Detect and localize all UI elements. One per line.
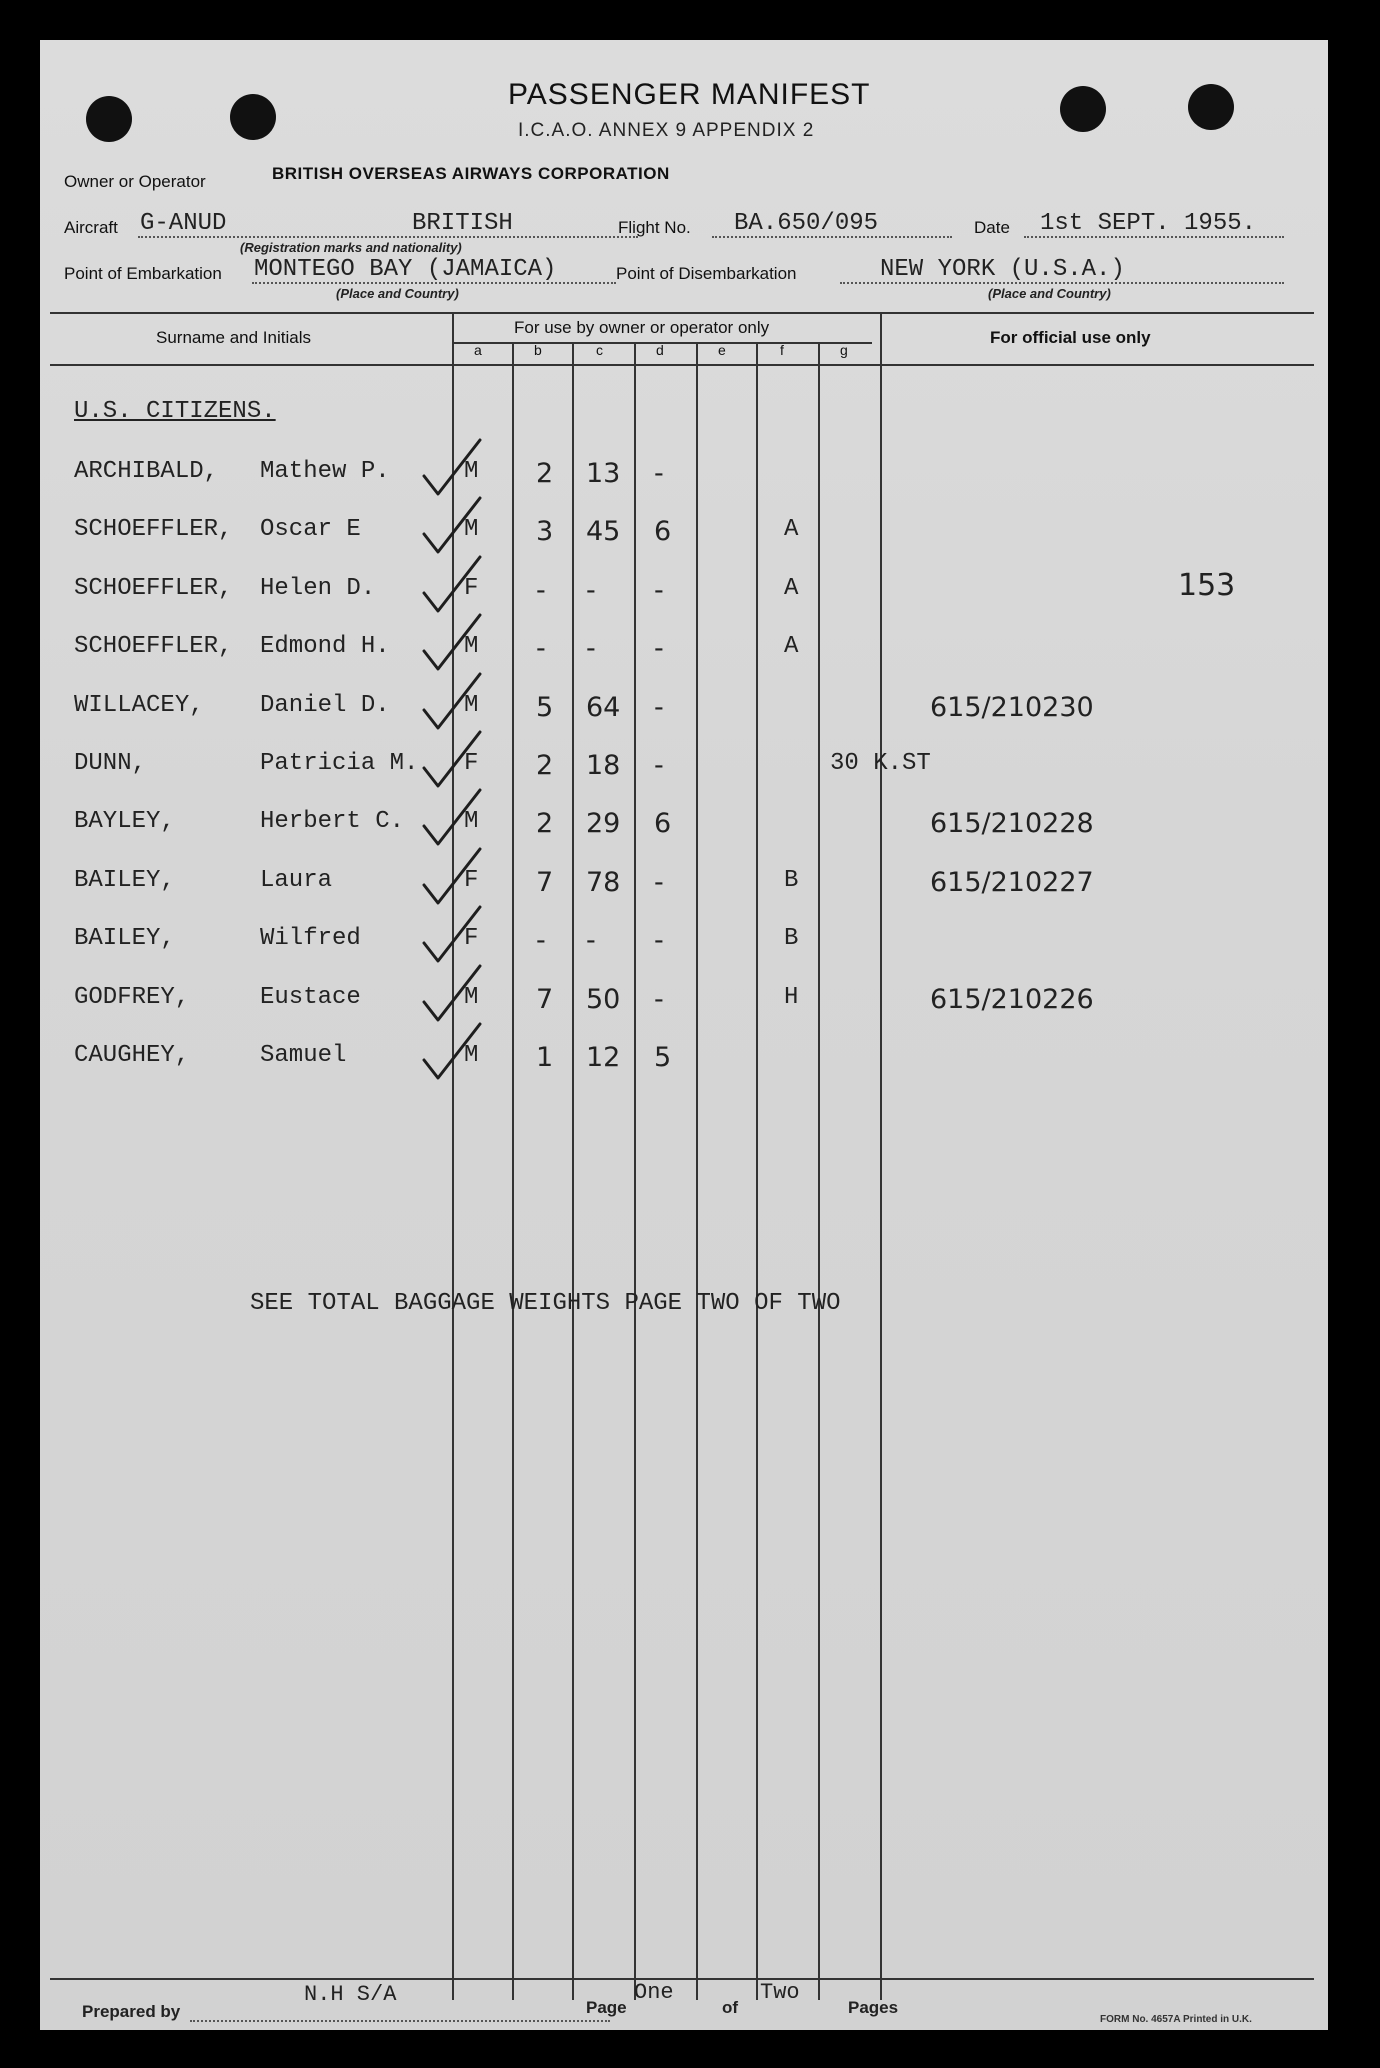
col-a-sex: M — [464, 984, 479, 1011]
disembark-value: NEW YORK (U.S.A.) — [880, 256, 1125, 283]
checkmark-icon — [418, 903, 488, 967]
checkmark-icon — [418, 670, 488, 734]
owner-label: Owner or Operator — [64, 172, 206, 191]
footer-rule — [50, 1978, 1314, 1980]
col-c-weight: 50 — [586, 984, 621, 1015]
col-d-value: 6 — [654, 516, 672, 547]
checkmark-icon — [418, 728, 488, 792]
passenger-given-name: Edmond H. — [260, 633, 390, 660]
prepared-label: Prepared by — [82, 2002, 181, 2021]
disembark-note: (Place and Country) — [988, 286, 1111, 301]
passenger-given-name: Mathew P. — [260, 458, 390, 485]
official-use-number: 615/210228 — [930, 808, 1094, 839]
col-d-value: - — [654, 867, 664, 898]
col-d-value: 6 — [654, 808, 672, 839]
col-c-weight: 18 — [586, 750, 621, 781]
official-use-number: 615/210226 — [930, 984, 1094, 1015]
passenger-surname: SCHOEFFLER, — [74, 516, 233, 543]
passenger-given-name: Laura — [260, 867, 333, 894]
col-d-value: - — [654, 633, 664, 664]
punch-hole-icon — [1060, 86, 1106, 132]
checkmark-icon — [418, 786, 488, 850]
aircraft-label: Aircraft — [64, 218, 118, 237]
passenger-given-name: Oscar E — [260, 516, 361, 543]
page-number-mark: 153 — [1178, 568, 1236, 603]
page-subtitle: I.C.A.O. ANNEX 9 APPENDIX 2 — [518, 120, 815, 141]
checkmark-icon — [418, 494, 488, 558]
official-use-number: 615/210227 — [930, 867, 1094, 898]
col-a-sex: M — [464, 516, 479, 543]
col-g-header: g — [840, 342, 848, 358]
col-c-weight: 45 — [586, 516, 621, 547]
date-value: 1st SEPT. 1955. — [1040, 210, 1257, 237]
col-b-pieces: - — [536, 575, 546, 606]
col-d-value: - — [654, 925, 664, 956]
table-row — [40, 750, 1328, 800]
col-a-sex: M — [464, 458, 479, 485]
form-number: FORM No. 4657A Printed in U.K. — [1100, 2014, 1252, 2025]
page-value: One — [634, 1980, 674, 2005]
col-b-pieces: 3 — [536, 516, 554, 547]
col-a-sex: M — [464, 633, 479, 660]
table-row — [40, 925, 1328, 975]
passenger-surname: SCHOEFFLER, — [74, 575, 233, 602]
col-d-value: - — [654, 984, 664, 1015]
table-row — [40, 867, 1328, 917]
table-row — [40, 575, 1328, 625]
pages-label: Pages — [848, 1998, 899, 2017]
col-f-code: A — [784, 516, 799, 543]
section-heading: U.S. CITIZENS. — [74, 398, 276, 425]
col-f-code: A — [784, 633, 799, 660]
passenger-surname: DUNN, — [74, 750, 147, 777]
date-label: Date — [974, 218, 1010, 237]
passenger-given-name: Patricia M. — [260, 750, 419, 777]
passenger-given-name: Daniel D. — [260, 692, 390, 719]
col-b-pieces: 5 — [536, 692, 554, 723]
table-top-rule — [50, 312, 1314, 314]
passenger-given-name: Samuel — [260, 1042, 347, 1069]
embark-note: (Place and Country) — [336, 286, 459, 301]
page-title: PASSENGER MANIFEST — [508, 78, 871, 111]
table-row — [40, 516, 1328, 566]
col-a-sex: F — [464, 867, 479, 894]
col-c-weight: - — [586, 925, 596, 956]
checkmark-icon — [418, 1020, 488, 1084]
col-a-sex: M — [464, 808, 479, 835]
col-c-weight: 78 — [586, 867, 621, 898]
col-b-pieces: 1 — [536, 1042, 554, 1073]
embark-label: Point of Embarkation — [64, 264, 222, 283]
prepared-value: N.H S/A — [304, 1982, 397, 2007]
manifest-page — [40, 40, 1328, 2030]
passenger-surname: CAUGHEY, — [74, 1042, 190, 1069]
col-f-code: A — [784, 575, 799, 602]
checkmark-icon — [418, 962, 488, 1026]
col-c-weight: - — [586, 633, 596, 664]
table-row — [40, 458, 1328, 508]
checkmark-icon — [418, 553, 488, 617]
header-owner-use: For use by owner or operator only — [514, 318, 770, 337]
passenger-surname: WILLACEY, — [74, 692, 204, 719]
col-d-value: - — [654, 575, 664, 606]
col-a-sex: F — [464, 750, 479, 777]
col-c-weight: 64 — [586, 692, 621, 723]
col-b-pieces: 2 — [536, 808, 554, 839]
col-b-pieces: 7 — [536, 984, 554, 1015]
table-row — [40, 1042, 1328, 1092]
nationality-value: BRITISH — [412, 210, 513, 237]
col-b-header: b — [534, 342, 542, 358]
flight-label: Flight No. — [618, 218, 691, 237]
col-b-pieces: - — [536, 633, 546, 664]
col-a-sex: F — [464, 925, 479, 952]
col-a-sex: M — [464, 692, 479, 719]
punch-hole-icon — [230, 94, 276, 140]
col-b-pieces: 2 — [536, 750, 554, 781]
col-d-value: - — [654, 750, 664, 781]
col-c-weight: 13 — [586, 458, 621, 489]
passenger-surname: ARCHIBALD, — [74, 458, 219, 485]
col-a-header: a — [474, 342, 482, 358]
col-d-value: - — [654, 458, 664, 489]
page-label: Page — [586, 1998, 627, 2017]
checkmark-icon — [418, 845, 488, 909]
col-f-code: B — [784, 925, 799, 952]
passenger-given-name: Herbert C. — [260, 808, 405, 835]
table-row — [40, 692, 1328, 742]
passenger-surname: BAILEY, — [74, 925, 175, 952]
official-use-number: 615/210230 — [930, 692, 1094, 723]
checkmark-icon — [418, 436, 488, 500]
checkmark-icon — [418, 611, 488, 675]
punch-hole-icon — [86, 96, 132, 142]
table-header-rule — [50, 364, 1314, 366]
col-f-code: H — [784, 984, 799, 1011]
header-surname: Surname and Initials — [156, 328, 311, 347]
col-d-value: 5 — [654, 1042, 672, 1073]
table-row — [40, 808, 1328, 858]
col-e-header: e — [718, 342, 726, 358]
col-c-weight: 29 — [586, 808, 621, 839]
col-c-weight: 12 — [586, 1042, 621, 1073]
table-row — [40, 984, 1328, 1034]
col-b-pieces: 2 — [536, 458, 554, 489]
col-c-weight: - — [586, 575, 596, 606]
baggage-note: SEE TOTAL BAGGAGE WEIGHTS PAGE TWO OF TWO — [250, 1290, 841, 1317]
col-c-header: c — [596, 342, 603, 358]
punch-hole-icon — [1188, 84, 1234, 130]
aircraft-value: G-ANUD — [140, 210, 227, 237]
passenger-surname: BAYLEY, — [74, 808, 175, 835]
passenger-surname: BAILEY, — [74, 867, 175, 894]
col-b-pieces: - — [536, 925, 546, 956]
header-official-use: For official use only — [990, 328, 1151, 347]
passenger-given-name: Wilfred — [260, 925, 361, 952]
of-label: of — [722, 1998, 739, 2017]
passenger-surname: SCHOEFFLER, — [74, 633, 233, 660]
embark-value: MONTEGO BAY (JAMAICA) — [254, 256, 557, 283]
passenger-given-name: Helen D. — [260, 575, 376, 602]
disembark-label: Point of Disembarkation — [616, 264, 797, 283]
passenger-given-name: Eustace — [260, 984, 361, 1011]
table-row — [40, 633, 1328, 683]
col-d-value: - — [654, 692, 664, 723]
col-b-pieces: 7 — [536, 867, 554, 898]
col-a-sex: F — [464, 575, 479, 602]
col-f-code: B — [784, 867, 799, 894]
flight-value: BA.650/095 — [734, 210, 879, 237]
of-value: Two — [760, 1980, 800, 2005]
col-a-sex: M — [464, 1042, 479, 1069]
col-g-note: 30 K.ST — [830, 750, 931, 777]
col-d-header: d — [656, 342, 664, 358]
owner-value: BRITISH OVERSEAS AIRWAYS CORPORATION — [272, 164, 670, 183]
registration-note: (Registration marks and nationality) — [240, 240, 462, 255]
passenger-surname: GODFREY, — [74, 984, 190, 1011]
col-f-header: f — [780, 342, 784, 358]
